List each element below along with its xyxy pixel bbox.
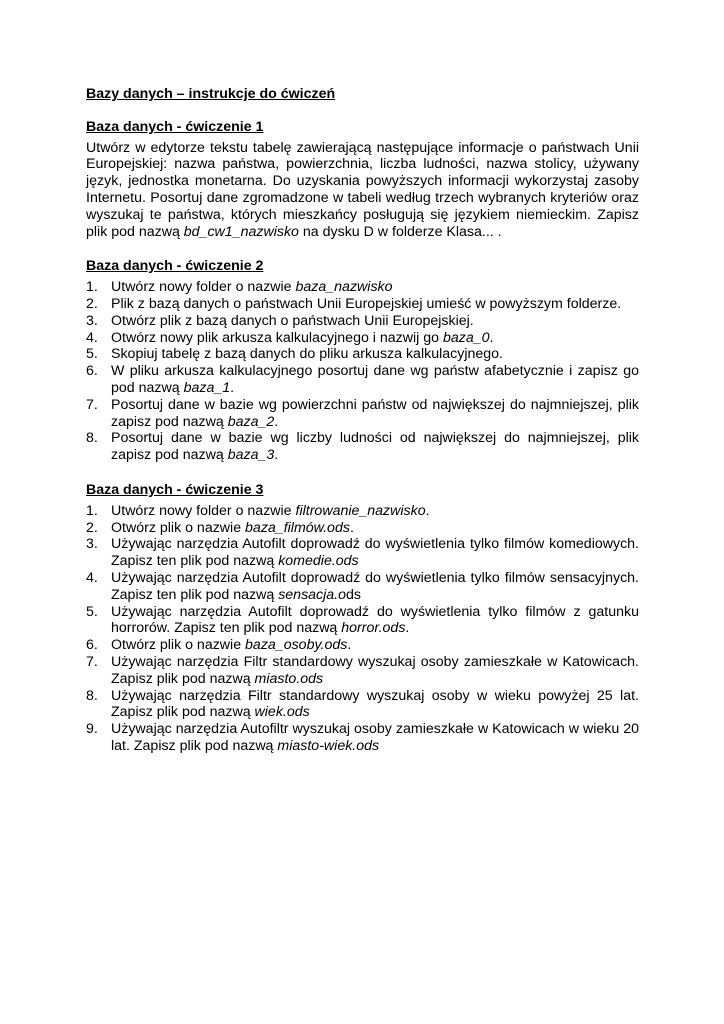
item-text: Używając narzędzia Autofilt doprowadź do wyświetlenia tylko filmów z gatunku horrorów. Zapisz ten plik pod nazwą [111,603,639,637]
item-text-end: . [349,519,354,536]
item-number: 4. [86,569,98,586]
exercise-1-text-before: Utwórz w edytorze tekstu tabelę zawierającą następujące informacje o państwach Unii Europejskiej: nazwa państwa, powierzchnia, liczba ludności, nazwa stolicy, używany język, jednostka monetarna. Do uzyskania powyższych informacji wykorzystaj zasoby Internetu. Posortuj dane zgromadzone w tabeli według trzech wybranych kryteriów oraz wyszukaj te państwa, których mieszkańcy posługują się językiem niemieckim. Zapisz plik pod nazwą [86,139,639,240]
item-italic: baza_filmów.ods [245,519,350,536]
exercise-2-heading: Baza danych - ćwiczenie 2 [86,258,264,275]
item-number: 1. [86,279,98,296]
exercise-2-list [86,279,639,464]
list-item [86,637,639,654]
document-title: Bazy danych – instrukcje do ćwiczeń [86,86,336,102]
exercise-1-text-after: na dysku D w folderze Klasa... . [298,223,502,240]
item-text-end: . [274,413,279,430]
item-number: 9. [86,721,98,738]
item-text: Skopiuj tabelę z bazą danych do pliku arkusza kalkulacyjnego. [111,346,503,363]
item-number: 8. [86,687,98,704]
list-item [86,520,639,537]
exercise-3-heading: Baza danych - ćwiczenie 3 [86,481,264,498]
item-text-end: ds [346,586,362,603]
item-text: Używając narzędzia Autofilt doprowadź do wyświetlenia tylko filmów komediowych. Zapisz ten plik pod nazwą [111,536,639,570]
item-italic: baza_nazwisko [295,279,393,296]
item-italic: komedie.ods [278,553,359,570]
item-text: Otwórz plik o nazwie [111,519,246,536]
item-text-end: . [347,637,352,654]
item-text: Otwórz nowy plik arkusza kalkulacyjnego i nazwij go [111,329,443,346]
item-text-end: . [425,502,430,519]
item-text: Otwórz plik o nazwie [111,637,246,654]
list-item [86,654,639,688]
list-item [86,430,639,464]
item-italic: miasto.ods [254,670,324,687]
item-number: 1. [86,502,98,519]
item-number: 7. [86,653,98,670]
item-italic: horror.ods [341,620,406,637]
list-item [86,279,639,296]
item-text: Posortuj dane w bazie wg powierzchni państw od największej do najmniejszej, plik zapisz pod nazwą [111,396,639,430]
item-text-end: . [405,620,410,637]
item-text-end: . [230,379,235,396]
item-italic: baza_1 [183,379,231,396]
item-number: 6. [86,637,98,654]
list-item [86,330,639,347]
item-italic: baza_3 [227,447,275,464]
item-text: W pliku arkusza kalkulacyjnego posortuj dane wg państw afabetycznie i zapisz go pod nazwą [111,363,639,396]
list-item [86,688,639,722]
item-number: 2. [86,295,98,312]
item-text: Używając narzędzia Autofiltr wyszukaj osoby zamieszkałe w Katowicach w wieku 20 lat. Zapisz plik pod nazwą [111,721,639,754]
item-italic: baza_osoby.ods [245,637,348,654]
exercise-1-heading: Baza danych - ćwiczenie 1 [86,118,264,135]
item-italic: filtrowanie_nazwisko [295,502,426,519]
list-item [86,397,639,431]
list-item [86,570,639,604]
list-item [86,503,639,520]
item-number: 2. [86,519,98,536]
list-item [86,346,639,363]
list-item [86,296,639,313]
item-number: 3. [86,312,98,329]
list-item [86,604,639,638]
item-number: 4. [86,329,98,346]
item-number: 6. [86,363,98,380]
item-italic: sensacja.o [278,586,347,603]
list-item [86,721,639,755]
item-text: Utwórz nowy folder o nazwie [111,279,296,296]
list-item [86,363,639,397]
item-text: Używając narzędzia Filtr standardowy wyszukaj osoby zamieszkałe w Katowicach. Zapisz plik pod nazwą [111,653,639,687]
item-text-end: . [274,447,279,464]
item-text: Używając narzędzia Filtr standardowy wyszukaj osoby w wieku powyżej 25 lat. Zapisz plik pod nazwą [111,687,639,721]
item-italic: wiek.ods [254,704,310,721]
list-item [86,313,639,330]
item-italic: baza_0 [442,329,490,346]
list-item [86,536,639,570]
item-text: Otwórz plik z bazą danych o państwach Unii Europejskiej. [111,312,474,329]
item-number: 7. [86,396,98,413]
exercise-1-text [86,140,639,241]
item-italic: miasto-wiek.ods [277,737,380,754]
item-text-end: . [489,329,494,346]
item-number: 5. [86,603,98,620]
exercise-3-list [86,503,639,755]
item-text: Używając narzędzia Autofilt doprowadź do wyświetlenia tylko filmów sensacyjnych. Zapisz ten plik pod nazwą [111,569,639,603]
item-text: Plik z bazą danych o państwach Unii Europejskiej umieść w powyższym folderze. [111,295,622,312]
exercise-1-filename: bd_cw1_nazwisko [183,223,299,240]
item-number: 8. [86,430,98,447]
item-text: Posortuj dane w bazie wg liczby ludności od największej do najmniejszej, plik zapisz pod nazwą [111,430,639,464]
item-number: 3. [86,536,98,553]
document-page [86,86,639,773]
item-text: Utwórz nowy folder o nazwie [111,502,296,519]
item-number: 5. [86,346,98,363]
item-italic: baza_2 [227,413,275,430]
